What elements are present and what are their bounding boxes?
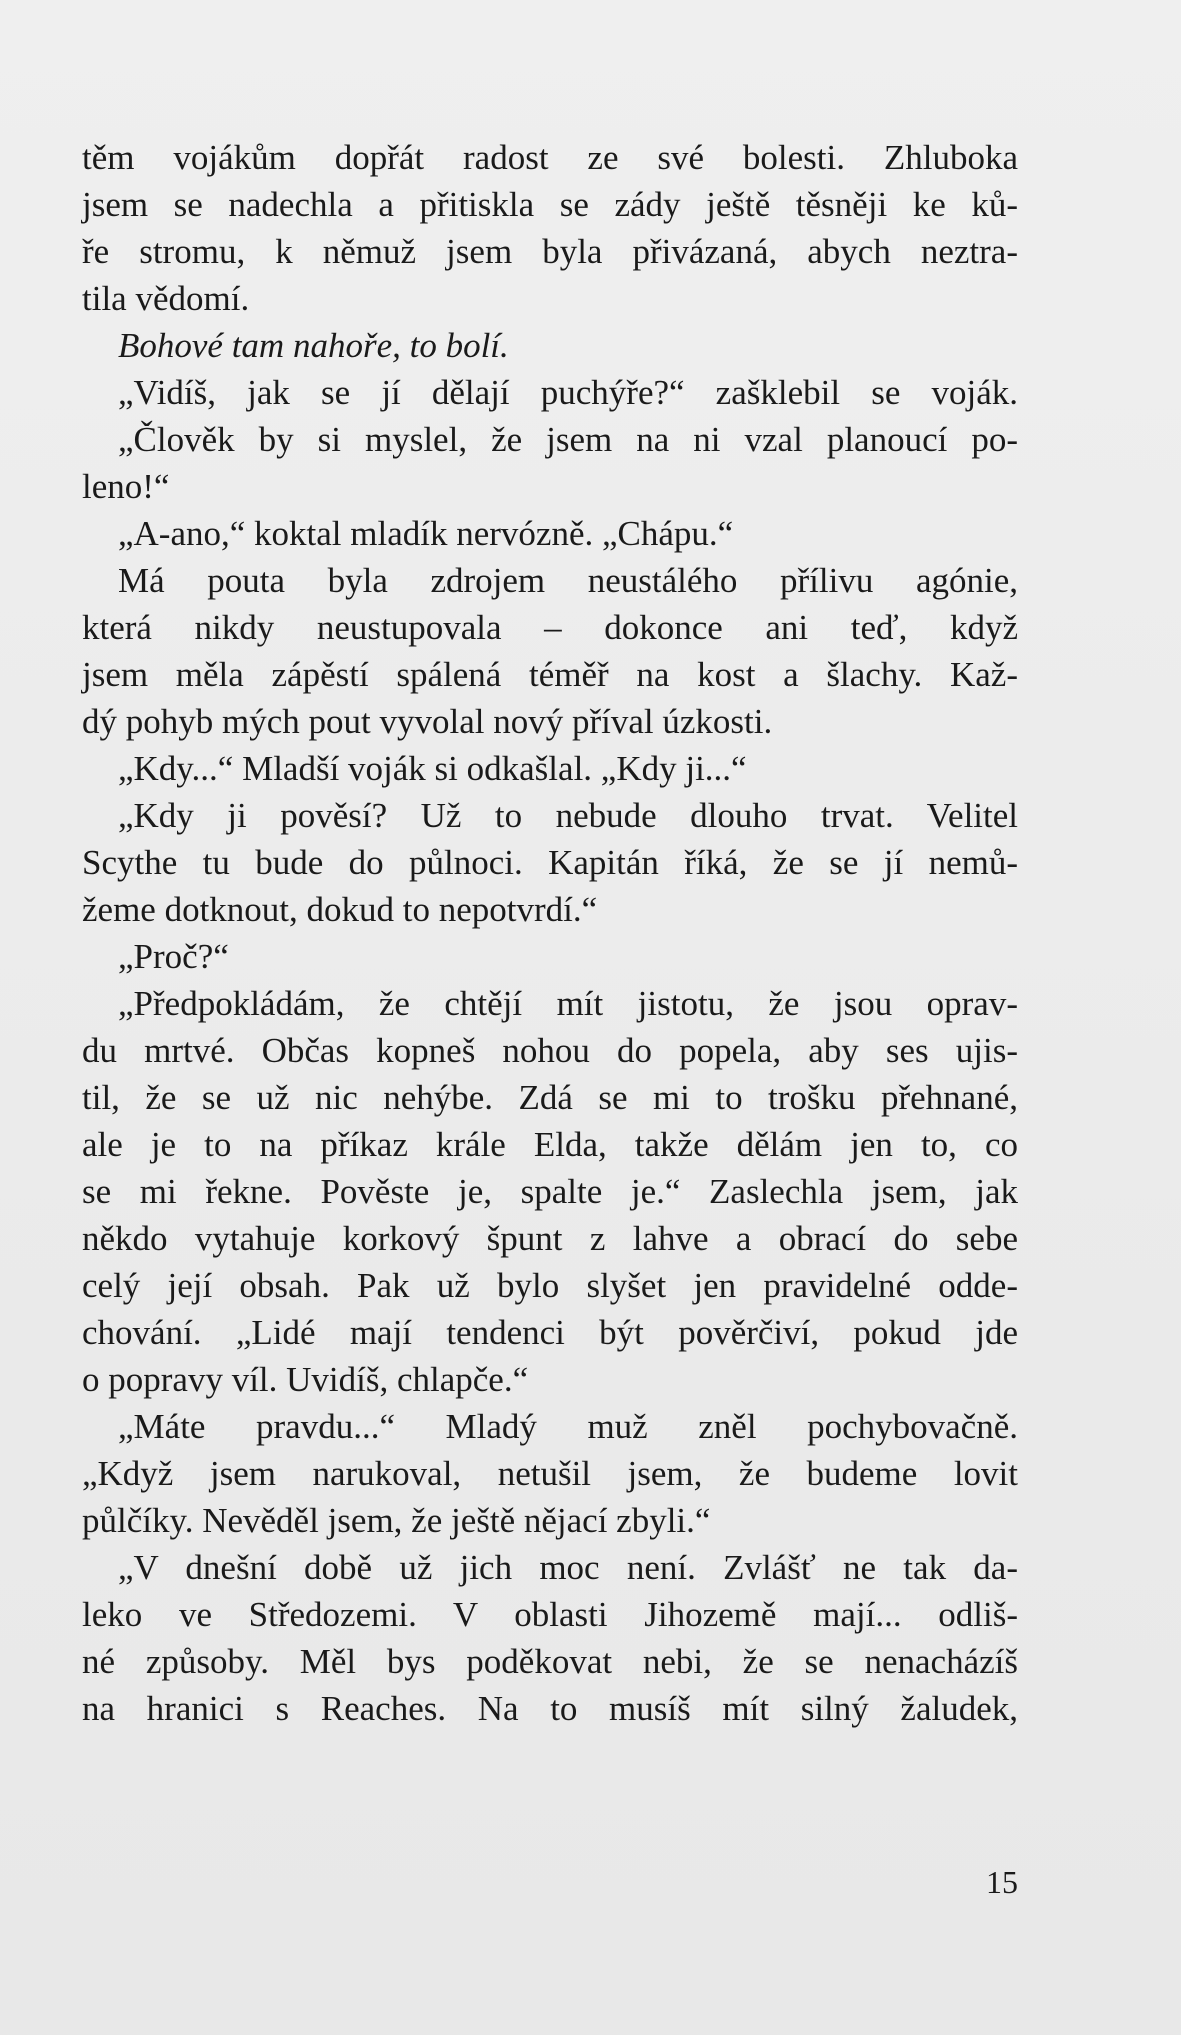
- text-line: Bohové tam nahoře, to bolí.: [118, 326, 509, 365]
- text-line: „Kdy...“ Mladší voják si odkašlal. „Kdy ji...“: [118, 749, 747, 788]
- text-line: jsem se nadechla a přitiskla se zády ještě těsněji ke ků-: [82, 185, 1018, 224]
- text-line: celý její obsah. Pak už bylo slyšet jen pravidelné odde-: [82, 1266, 1018, 1305]
- page-number: 15: [986, 1864, 1018, 1900]
- text-line: jsem měla zápěstí spálená téměř na kost a šlachy. Kaž-: [82, 655, 1018, 694]
- text-line: til, že se už nic nehýbe. Zdá se mi to trošku přehnané,: [82, 1078, 1018, 1117]
- text-line: chování. „Lidé mají tendenci být pověrčiví, pokud jde: [82, 1313, 1018, 1352]
- text-line: „Máte pravdu...“ Mladý muž zněl pochybovačně.: [118, 1407, 1018, 1446]
- text-line: „Předpokládám, že chtějí mít jistotu, že jsou oprav-: [118, 984, 1018, 1023]
- text-line: „Když jsem narukoval, netušil jsem, že budeme lovit: [82, 1454, 1018, 1493]
- text-line: leno!“: [82, 467, 170, 506]
- text-line: „Vidíš, jak se jí dělají puchýře?“ zašklebil se voják.: [118, 373, 1018, 412]
- text-line: „Kdy ji pověsí? Už to nebude dlouho trvat. Velitel: [118, 796, 1018, 835]
- text-line: leko ve Středozemi. V oblasti Jihozemě mají... odliš-: [82, 1595, 1018, 1634]
- text-line: né způsoby. Měl bys poděkovat nebi, že se nenacházíš: [82, 1642, 1018, 1681]
- body-text: [82, 134, 1018, 1732]
- text-line: du mrtvé. Občas kopneš nohou do popela, aby ses ujis-: [82, 1031, 1018, 1070]
- text-line: žeme dotknout, dokud to nepotvrdí.“: [82, 890, 598, 929]
- text-line: se mi řekne. Pověste je, spalte je.“ Zaslechla jsem, jak: [82, 1172, 1018, 1211]
- text-line: půlčíky. Nevěděl jsem, že ještě nějací zbyli.“: [82, 1501, 711, 1540]
- text-line: „Člověk by si myslel, že jsem na ni vzal planoucí po-: [118, 420, 1018, 459]
- text-line: „A-ano,“ koktal mladík nervózně. „Chápu.“: [118, 514, 734, 553]
- text-line: o popravy víl. Uvidíš, chlapče.“: [82, 1360, 529, 1399]
- text-line: „V dnešní době už jich moc není. Zvlášť ne tak da-: [118, 1548, 1018, 1587]
- text-line: Scythe tu bude do půlnoci. Kapitán říká, že se jí nemů-: [82, 843, 1018, 882]
- text-line: dý pohyb mých pout vyvolal nový příval úzkosti.: [82, 702, 773, 741]
- text-line: někdo vytahuje korkový špunt z lahve a obrací do sebe: [82, 1219, 1018, 1258]
- text-line: těm vojákům dopřát radost ze své bolesti. Zhluboka: [82, 138, 1018, 177]
- text-line: která nikdy neustupovala – dokonce ani teď, když: [82, 608, 1018, 647]
- text-line: ale je to na příkaz krále Elda, takže dělám jen to, co: [82, 1125, 1018, 1164]
- text-line: „Proč?“: [118, 937, 229, 976]
- text-line: tila vědomí.: [82, 279, 250, 318]
- text-line: ře stromu, k němuž jsem byla přivázaná, abych neztra-: [82, 232, 1018, 271]
- text-line: na hranici s Reaches. Na to musíš mít silný žaludek,: [82, 1689, 1018, 1728]
- text-line: Má pouta byla zdrojem neustálého přílivu agónie,: [118, 561, 1018, 600]
